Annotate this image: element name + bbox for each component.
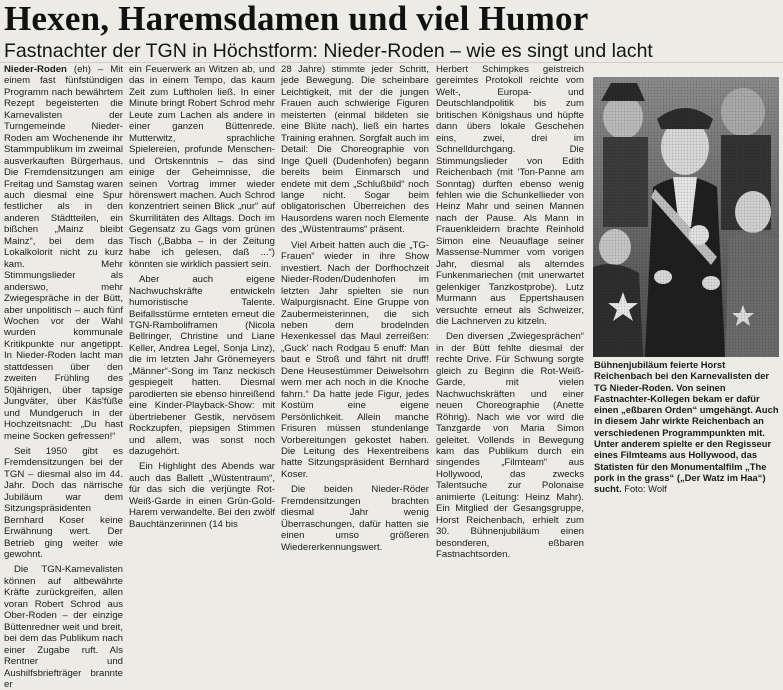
column-1-paragraph-1 <box>4 64 123 442</box>
article-column-3 <box>281 64 429 553</box>
column-3-paragraph-3: Die beiden Nieder-Röder Fremdensitzungen brachten diesmal Jahr wenig Überraschungen, dafür hatten sie einen umso größeren Wiedererkennungswert. <box>281 484 429 553</box>
photo-caption <box>594 359 780 495</box>
dateline: Nieder-Roden <box>4 64 67 75</box>
column-1-paragraph-3: Die TGN-Karnevalisten können auf altbewährte Kräfte zurückgreifen, allen voran Robert Schrod aus Ober-Roden – der einzige Büttenredner weit und breit, bei dem das Publikum nach einer Zugabe ruft. Als Rentner und Aushilfsbriefträger brannte er <box>4 564 123 690</box>
column-3-paragraph-2: Viel Arbeit hatten auch die „TG-Frauen“ wieder in ihre Show investiert. Nach der Dorfhochzeit Nieder-Roden/Dudenhofen im letzten Jahr spielten sie nun Walpurgisnacht. Eine Gruppe von Zaubermeisterinnen, die sich neben dem brodelnden Hexenkessel das Maul zerreißen: „Guck' nach Rodgau 5 enuff: Man baut e Stroß und fährt nit druff! Dene Heusestümmer Deiwelsohrn wern mer ach noch in die Knoche fahrn.“ Da hatte jede Figur, jedes Kostüm eine eigene Persönlichkeit. Allein manche Frisuren müssen stundenlange Vorbereitungen gekostet haben. Die Leitung des Hexentreibens hatte Sitzungspräsident Bernhard Koser. <box>281 239 429 480</box>
column-3-paragraph-1: 28 Jahre) stimmte jeder Schritt, jede Bewegung. Die scheinbare Leichtigkeit, mit der die jungen Frauen auch schwierige Figuren meisterten (einmal bildeten sie eine Blüte nach), ließ ein hartes Training erahnen. Sorgfalt auch im Detail: Die Choreographie von Inge Quell (Dudenhofen) begann bereits beim Einmarsch und endete mit dem „Schlußbild“ noch lange nicht. Sogar beim obligatorischen Überreichen des Hausordens waren noch Elemente des „Wüstentraums“ präsent. <box>281 64 429 236</box>
photo-credit: Foto: Wolf <box>624 483 667 495</box>
article-column-2 <box>129 64 275 530</box>
article-column-1 <box>4 64 123 690</box>
column-1-paragraph-1-text: (eh) – Mit einem fast fünfstündigen Programm nach bewährtem Rezept begeisterten die Karnevalisten der Turngemeinde Nieder-Roden am Wochenende ihr Stammpublikum im zweimal ausverkauften Bürgerhaus. Die Fremdensitzungen am Freitag und Samstag waren auch diesmal eine Spur festlicher als in den anderen Städtteilen, ein bißchen „Mainz bleibt Mainz“, bei dem das Lokalkolorit nicht zu kurz kam. Mehr Stimmungslieder als anderswo, mehr Zwiegespräche in der Bütt, aber unpolitisch – auch fünf Wochen vor der Wahl wurden kommunale Kritikpunkte nur angetippt. In Nieder-Roden lacht man stattdessen über den zweiten Frühling des 50jährigen, über tapsige Jungväter, über Käs'füße und Mundgeruch in der Hochzeitsnacht: „Du hast meine Socken gefressen!“ <box>4 64 123 442</box>
column-4-paragraph-1: Herbert Schimpkes geistreich gereimtes Protokoll reichte vom Welt-, Europa- und Deutschlandpolitik bis zum britischen Königshaus und hüpfte dann übers lokale Geschehen eins, zwei, drei im Schnelldurchgang. Die Stimmungslieder von Edith Reichenbach (mit 'Ton-Panne am Sonntag) durften ebenso wenig fehlen wie die Schunkellieder von Heinz Mahr und seinen Mannen nach der Pause. Als Mann in Frauenkleidern brachte Reinhold Simon eine Neuauflage seiner Massense-Nummer vom vorigen Jahr, diesmal als alterndes Funkenmariechen (mit unerwartet gelenkiger Tanzkostprobe). Lutz Murmann aus Eppertshausen versuchte erneut als Schweizer, die Lachnerven zu kitzeln. <box>436 64 584 327</box>
photo-caption-text: Bühnenjubiläum feierte Horst Reichenbach bei den Karnevalisten der TG Nieder-Roden. Von seinen Fastnachter-Kollegen bekam er dafür einen „eßbaren Orden“ umgehängt. Auch in diesem Jahr wirkte Reichenbach an verschiedenen Programmpunkten mit. Unter anderem spielte er den Regisseur eines Filmteams aus Hollywood, das Statisten für den Monumentalfilm „The pork in the grass“ („Der Watz im Haa“) sucht. <box>594 359 779 495</box>
carnival-photo-image <box>593 77 779 357</box>
column-1-paragraph-2: Seit 1950 gibt es Fremdensitzungen bei der TGN – diesmal also im 44. Jahr. Doch das närrische Jubiläum war dem Sitzungspräsidenten Bernhard Koser keine Erwähnung wert. Der Betrieb ging weiter wie gewohnt. <box>4 445 123 561</box>
column-2-paragraph-1: ein Feuerwerk an Witzen ab, und das in einem Tempo, das kaum Zeit zum Luftholen ließ. In einer Minute bringt Robert Schrod mehr Leute zum Lachen als andere in einer ganzen Büttenrede. Mutterwitz, sprachliche Spielereien, profunde Menschen- und Ortskenntnis – das sind einige der Geheimnisse, die seinen Vortrag immer wieder hörenswert machen. Auch Schrod konzentriert seinen Blick „nur“ auf Skurrilitäten des Alltags. Doch im Gegensatz zu Gags vom grünen Tisch („Babba – in der Zeitung habe ich gelesen, daß ...“) könnten sie wirklich passiert sein. <box>129 64 275 270</box>
headline: Hexen, Haremsdamen und viel Humor <box>4 0 589 38</box>
article-column-4 <box>436 64 584 561</box>
subheadline: Fastnachter der TGN in Höchstform: Nieder-Roden – wie es singt und lacht <box>4 40 653 62</box>
column-4-paragraph-2: Den diversen „Zwiegesprächen“ in der Bütt fehlte diesmal der rechte Drive. Für Schwung sorgte gleich zu Beginn die Rot-Weiß-Garde, mit vielen Nachwuchskräften und einer neuen Choreographie (Anette Röhrig). Nach wie vor wird die Tanzgarde von Maria Simon geleitet. Vollends in Bewegung kam das Publikum durch ein singendes „Filmteam“ aus Hollywood, das zwecks Talentsuche zur Polonaise animierte (Leitung: Heinz Mahr). Ein Mitglied der Gesangsgruppe, Horst Reichenbach, erhielt zum 30. Bühnenjubiläum einen besonderen, eßbaren Fastnachtsorden. <box>436 331 584 561</box>
column-2-paragraph-3: Ein Highlight des Abends war auch das Ballett „Wüstentraum“, für das sich die verjüngte Rot-Weiß-Garde in einen Grün-Gold-Harem verwandelte. Bei den zwölf Bauchtänzerinnen (14 bis <box>129 461 275 530</box>
carnival-photo <box>593 77 779 357</box>
column-2-paragraph-2: Aber auch eigene Nachwuchskräfte entwickeln humoristische Talente. Beifallsstürme ernteten erneut die TGN-Ramboliframen (Nicola Bellringer, Christine und Liane Keller, Andrea Legel, Sonja Linz), die im letzten Jahr Grönemeyers „Männer“-Song im Tanz neckisch gespiegelt hatten. Diesmal parodierten sie ebenso hinreißend eine Kinder-Playback-Show: mit übertriebener Gestik, nervösem Rockzupfen, piepsigen Stimmen und allem, was sonst noch dazugehört. <box>129 274 275 457</box>
divider <box>0 62 783 63</box>
